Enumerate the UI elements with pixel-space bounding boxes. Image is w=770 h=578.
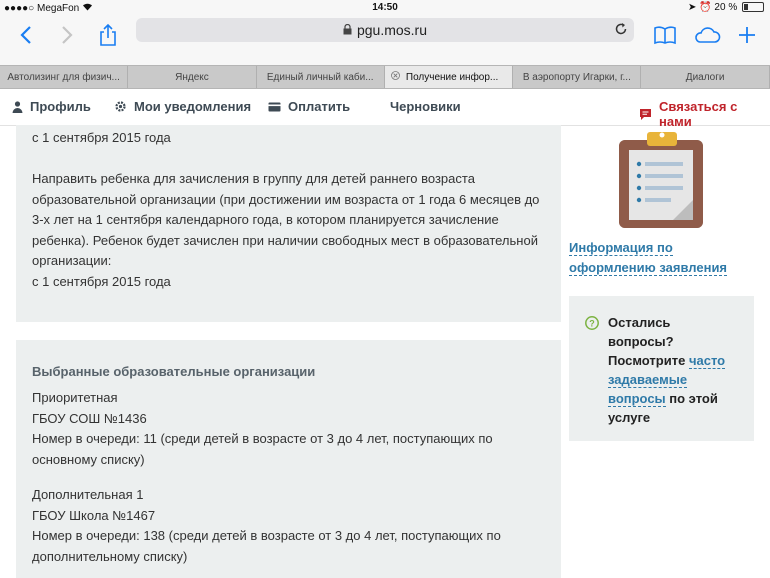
cloud-icon: [693, 25, 721, 45]
org-additional: [32, 485, 501, 567]
org-name: ГБОУ Школа №1467: [32, 507, 156, 523]
description-line: 3-х лет на 1 сентября календарного года, в котором планируется зачисление: [32, 212, 499, 227]
info-link-line: Информация по: [569, 240, 673, 255]
chevron-left-icon: [19, 25, 33, 45]
faq-link[interactable]: задаваемые: [608, 372, 688, 387]
tab-label: Яндекс: [175, 71, 209, 83]
tab-dialogs[interactable]: [641, 66, 769, 88]
description-line: организации:: [32, 253, 112, 268]
location-icon: ➤: [688, 2, 697, 13]
clipboard-icon: [617, 130, 707, 230]
tab-igarka[interactable]: [513, 66, 641, 88]
alarm-icon: ⏰: [699, 2, 712, 13]
nav-notifications[interactable]: [114, 99, 251, 114]
tab-bar: [0, 65, 770, 89]
queue-number-cont: дополнительному списку): [32, 548, 188, 564]
description-line: ребенка). Ребенок будет зачислен при наличии свободных мест в образовательной: [32, 232, 538, 248]
nav-pay-label: Оплатить: [288, 99, 351, 114]
tab-label: Автолизинг для физич...: [7, 71, 120, 83]
svg-text:?: ?: [589, 318, 595, 329]
date-line: с 1 сентября 2015 года: [32, 130, 171, 145]
tab-label: В аэропорту Игарки, г...: [522, 71, 631, 83]
nav-profile[interactable]: [12, 99, 91, 114]
chevron-right-icon: [60, 25, 74, 45]
faq-box: [569, 296, 754, 441]
carrier-label: MegaFon: [36, 3, 80, 14]
org-priority: [32, 388, 493, 470]
tab-autoleasing[interactable]: [0, 66, 128, 88]
faq-link[interactable]: вопросы: [608, 391, 666, 406]
faq-line: по этой: [669, 391, 718, 406]
signal-icon: ●●●●○: [4, 3, 35, 14]
orgs-heading: Выбранные образовательные организации: [32, 364, 316, 379]
tab-label: Единый личный каби...: [266, 71, 374, 83]
faq-text: [608, 313, 748, 427]
faq-line: вопросы?: [608, 334, 674, 349]
browser-toolbar: [0, 16, 770, 65]
nav-pay[interactable]: [268, 99, 350, 114]
bookmarks-button[interactable]: [648, 20, 682, 50]
plus-icon: [737, 25, 757, 45]
faq-link[interactable]: часто: [688, 353, 726, 368]
close-icon[interactable]: [391, 71, 400, 83]
faq-line: Посмотрите: [608, 353, 686, 368]
faq-line: Остались: [608, 315, 671, 330]
clock: 14:50: [372, 2, 398, 13]
org-priority-label: Приоритетная: [32, 390, 118, 405]
nav-drafts-label: Черновики: [390, 99, 461, 114]
description-line: Направить ребенка для зачисления в группу для детей раннего возраста: [32, 171, 475, 186]
cloud-tabs-button[interactable]: [690, 20, 724, 50]
info-link-line: оформлению заявления: [569, 260, 728, 275]
new-tab-button[interactable]: [730, 20, 764, 50]
reload-icon[interactable]: [614, 22, 628, 39]
description-line: образовательной организации (при достижении им возраста от 1 года 6 месяцев до: [32, 191, 540, 207]
question-icon: [585, 316, 599, 330]
share-button[interactable]: [91, 20, 125, 50]
user-icon: [12, 101, 23, 113]
tab-yandex[interactable]: [128, 66, 256, 88]
battery-label: 20 %: [714, 2, 738, 13]
tab-personal-cabinet[interactable]: [257, 66, 385, 88]
nav-profile-label: Профиль: [30, 99, 91, 114]
org-name: ГБОУ СОШ №1436: [32, 410, 147, 426]
queue-number: Номер в очереди: 11 (среди детей в возрасте от 3 до 4 лет, поступающих по: [32, 431, 493, 446]
tab-label: Диалоги: [685, 71, 725, 83]
faq-line: услуге: [608, 410, 651, 425]
address-bar[interactable]: [136, 18, 634, 42]
date-line: с 1 сентября 2015 года: [32, 273, 171, 289]
queue-number: Номер в очереди: 138 (среди детей в возрасте от 3 до 4 лет, поступающих по: [32, 528, 501, 543]
site-nav: [0, 89, 770, 129]
nav-drafts[interactable]: [390, 99, 461, 114]
tab-active-info[interactable]: [385, 66, 513, 88]
lock-icon: [343, 22, 352, 38]
application-info-link[interactable]: [569, 238, 754, 278]
battery-icon: [742, 2, 764, 12]
nav-notifications-label: Мои уведомления: [134, 99, 252, 114]
org-priority-label: Дополнительная 1: [32, 487, 144, 502]
share-icon: [98, 23, 118, 47]
book-icon: [653, 25, 677, 45]
gear-icon: [114, 100, 127, 113]
chat-icon: [639, 108, 652, 121]
back-button[interactable]: [9, 20, 43, 50]
queue-number-cont: основному списку): [32, 451, 145, 467]
forward-button[interactable]: [50, 20, 84, 50]
battery-status: [688, 2, 764, 13]
tab-label: Получение инфор...: [405, 71, 499, 83]
url-text: pgu.mos.ru: [356, 22, 428, 38]
enrollment-description: [32, 169, 539, 292]
card-icon: [268, 102, 281, 112]
status-bar: [0, 0, 770, 16]
nav-contact-label: Связаться с нами: [659, 99, 738, 129]
